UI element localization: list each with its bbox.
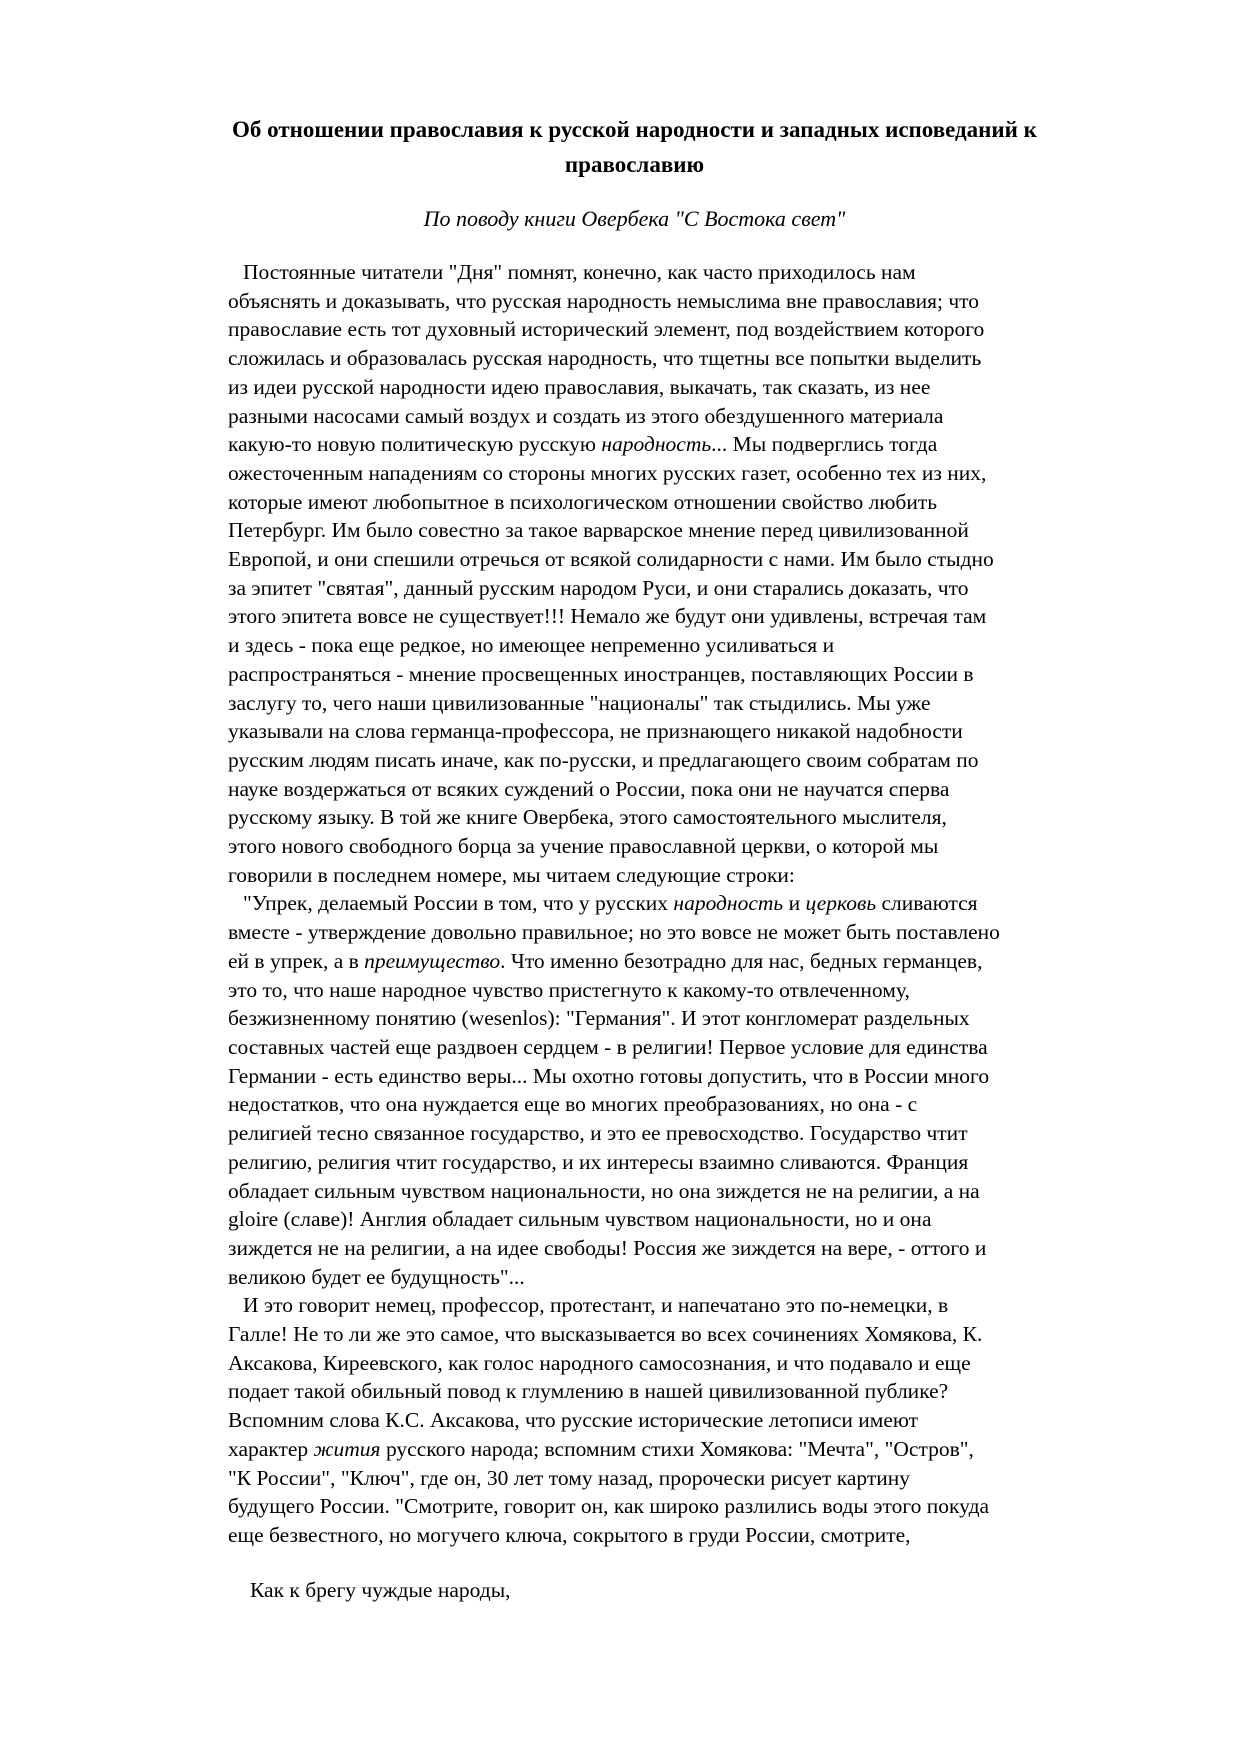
text-line (228, 861, 1041, 890)
text-line (228, 832, 1041, 861)
text-run: сливаются (876, 891, 978, 916)
text-run: говорили в последнем номере, мы читаем следующие строки: (228, 862, 795, 887)
text-run: ожесточенным нападениям со стороны многих русских газет, особенно тех из них, (228, 460, 987, 485)
paragraph-2 (228, 889, 1041, 1291)
text-run: русскому языку. В той же книге Овербека, этого самостоятельного мыслителя, (228, 805, 947, 830)
text-run: характер (228, 1436, 314, 1461)
italic-text-run: народность (673, 891, 784, 916)
text-run: этого нового свободного борца за учение православной церкви, о которой мы (228, 834, 939, 859)
text-run: православие есть тот духовный исторический элемент, под воздействием которого (228, 317, 985, 342)
text-run: Германии - есть единство веры... Мы охотно готовы допустить, что в России много (228, 1063, 990, 1088)
text-line (228, 689, 1041, 718)
text-run: сложилась и образовалась русская народность, что тщетны все попытки выделить (228, 346, 982, 371)
text-run: обладает сильным чувством национальности, но она зиждется не на религии, а на (228, 1178, 980, 1203)
text-line (228, 516, 1041, 545)
text-run: Петербург. Им было совестно за такое варварское мнение перед цивилизованной (228, 518, 969, 543)
text-line (228, 1234, 1041, 1263)
text-line (228, 1464, 1041, 1493)
text-run: вместе - утверждение довольно правильное; но это вовсе не может быть поставлено (228, 920, 1000, 945)
paragraph-3 (228, 1291, 1041, 1549)
text-run: Постоянные читатели "Дня" помнят, конечно, как часто приходилось нам (243, 260, 916, 284)
text-run: безжизненному понятию (wesenlos): "Германия". И этот конгломерат раздельных (228, 1006, 970, 1031)
text-line (228, 545, 1041, 574)
text-line (228, 889, 1041, 918)
text-line (228, 373, 1041, 402)
text-line (228, 717, 1041, 746)
page-title-line: православию (564, 152, 705, 177)
text-line (228, 1062, 1041, 1091)
text-line (228, 1521, 1041, 1550)
text-line (228, 402, 1041, 431)
text-line (228, 631, 1041, 660)
text-line (228, 976, 1041, 1005)
text-run: gloire (славе)! Англия обладает сильным чувством национальности, но и она (228, 1207, 932, 1232)
text-line (228, 803, 1041, 832)
text-line (228, 1033, 1041, 1062)
paragraph-1 (228, 258, 1041, 889)
page-title (228, 112, 1041, 182)
text-line (228, 1377, 1041, 1406)
article-body (228, 258, 1041, 1550)
text-run: . Что именно безотрадно для нас, бедных германцев, (500, 948, 983, 973)
text-line (228, 1349, 1041, 1378)
text-line (228, 258, 1041, 287)
text-run: еще безвестного, но могучего ключа, сокрытого в груди России, смотрите, (228, 1522, 911, 1547)
text-line (228, 287, 1041, 316)
text-line (228, 918, 1041, 947)
text-run: великою будет ее будущность"... (228, 1264, 525, 1289)
text-run: религию, религия чтит государство, и их интересы взаимно сливаются. Франция (228, 1149, 969, 1174)
text-line (228, 459, 1041, 488)
italic-text-run: преимущество (364, 948, 501, 973)
text-run: "Упрек, делаемый России в том, что у русских (243, 891, 674, 916)
text-run: Аксакова, Киреевского, как голос народного самосознания, и что подавало и еще (228, 1350, 971, 1375)
text-line (228, 1406, 1041, 1435)
text-run: русского народа; вспомним стихи Хомякова: "Мечта", "Остров", (380, 1436, 974, 1461)
text-line (228, 1492, 1041, 1521)
text-run: "К России", "Ключ", где он, 30 лет тому назад, пророчески рисует картину (228, 1465, 911, 1490)
text-run: указывали на слова германца-профессора, не признающего никакой надобности (228, 719, 963, 744)
text-line (228, 1205, 1041, 1234)
text-run: науке воздержаться от всяких суждений о России, пока они не научатся сперва (228, 776, 950, 801)
text-run: разными насосами самый воздух и создать из этого обездушенного материала (228, 403, 944, 428)
text-run: зиждется не на религии, а на идее свободы! Россия же зиждется на вере, - оттого и (228, 1235, 987, 1260)
text-run: ей в упрек, а в (228, 948, 365, 973)
text-run: это то, что наше народное чувство пристегнуто к какому-то отвлеченному, (228, 977, 910, 1002)
text-run: недостатков, что она нуждается еще во многих преобразованиях, но она - с (228, 1092, 918, 1117)
text-run: Галле! Не то ли же это самое, что высказывается во всех сочинениях Хомякова, К. (228, 1322, 983, 1347)
text-run: за эпитет "святая", данный русским народом Руси, и они старались доказать, что (228, 575, 969, 600)
text-line (228, 947, 1041, 976)
text-run: будущего России. "Смотрите, говорит он, как широко разлились воды этого покуда (228, 1494, 990, 1519)
text-run: которые имеют любопытное в психологическом отношении свойство любить (228, 489, 938, 514)
text-run: какую-то новую политическую русскую (228, 432, 602, 457)
text-line (228, 602, 1041, 631)
text-line (228, 344, 1041, 373)
text-line (228, 1291, 1041, 1320)
text-run: объяснять и доказывать, что русская народность немыслима вне православия; что (228, 288, 980, 313)
text-line (228, 660, 1041, 689)
text-line (228, 1320, 1041, 1349)
page-subtitle: По поводу книги Овербека "С Востока свет" (423, 206, 846, 231)
verse-line: Как к брегу чуждые народы, (250, 1577, 511, 1602)
text-run: русским людям писать иначе, как по-русски, и предлагающего своим собратам по (228, 747, 979, 772)
text-line (228, 775, 1041, 804)
text-run: религией тесно связанное государство, и это ее превосходство. Государство чтит (228, 1121, 968, 1146)
text-run: Вспомним слова К.С. Аксакова, что русские исторические летописи имеют (228, 1408, 919, 1433)
text-run: И это говорит немец, профессор, протестант, и напечатано это по-немецки, в (243, 1293, 949, 1318)
italic-text-run: церковь (805, 891, 877, 916)
text-run: заслугу то, чего наши цивилизованные "националы" так стыдились. Мы уже (228, 690, 931, 715)
text-run: составных частей еще раздвоен сердцем - в религии! Первое условие для единства (228, 1034, 988, 1059)
text-run: из идеи русской народности идею православия, выкачать, так сказать, из нее (228, 374, 931, 399)
text-line (228, 1263, 1041, 1292)
text-line (228, 1435, 1041, 1464)
text-line (228, 430, 1041, 459)
text-run: этого эпитета вовсе не существует!!! Немало же будут они удивлены, встречая там (228, 604, 987, 629)
text-line (228, 1090, 1041, 1119)
text-line (228, 1148, 1041, 1177)
text-line (228, 315, 1041, 344)
text-line (228, 488, 1041, 517)
text-line (228, 1119, 1041, 1148)
italic-text-run: народность (601, 432, 712, 457)
text-run: и (783, 891, 806, 916)
text-line (228, 574, 1041, 603)
page-title-line: Об отношении православия к русской народности и западных исповеданий к (232, 117, 1037, 142)
text-run: Европой, и они спешили отречься от всякой солидарности с нами. Им было стыдно (228, 547, 994, 572)
text-line (228, 1004, 1041, 1033)
text-run: распространяться - мнение просвещенных иностранцев, поставляющих России в (228, 661, 974, 686)
text-run: ... Мы подверглись тогда (711, 432, 938, 457)
text-run: подает такой обильный повод к глумлению в нашей цивилизованной публике? (228, 1379, 949, 1404)
italic-text-run: жития (313, 1436, 381, 1461)
text-line (228, 746, 1041, 775)
text-line (228, 1177, 1041, 1206)
text-run: и здесь - пока еще редкое, но имеющее непременно усиливаться и (228, 633, 835, 658)
